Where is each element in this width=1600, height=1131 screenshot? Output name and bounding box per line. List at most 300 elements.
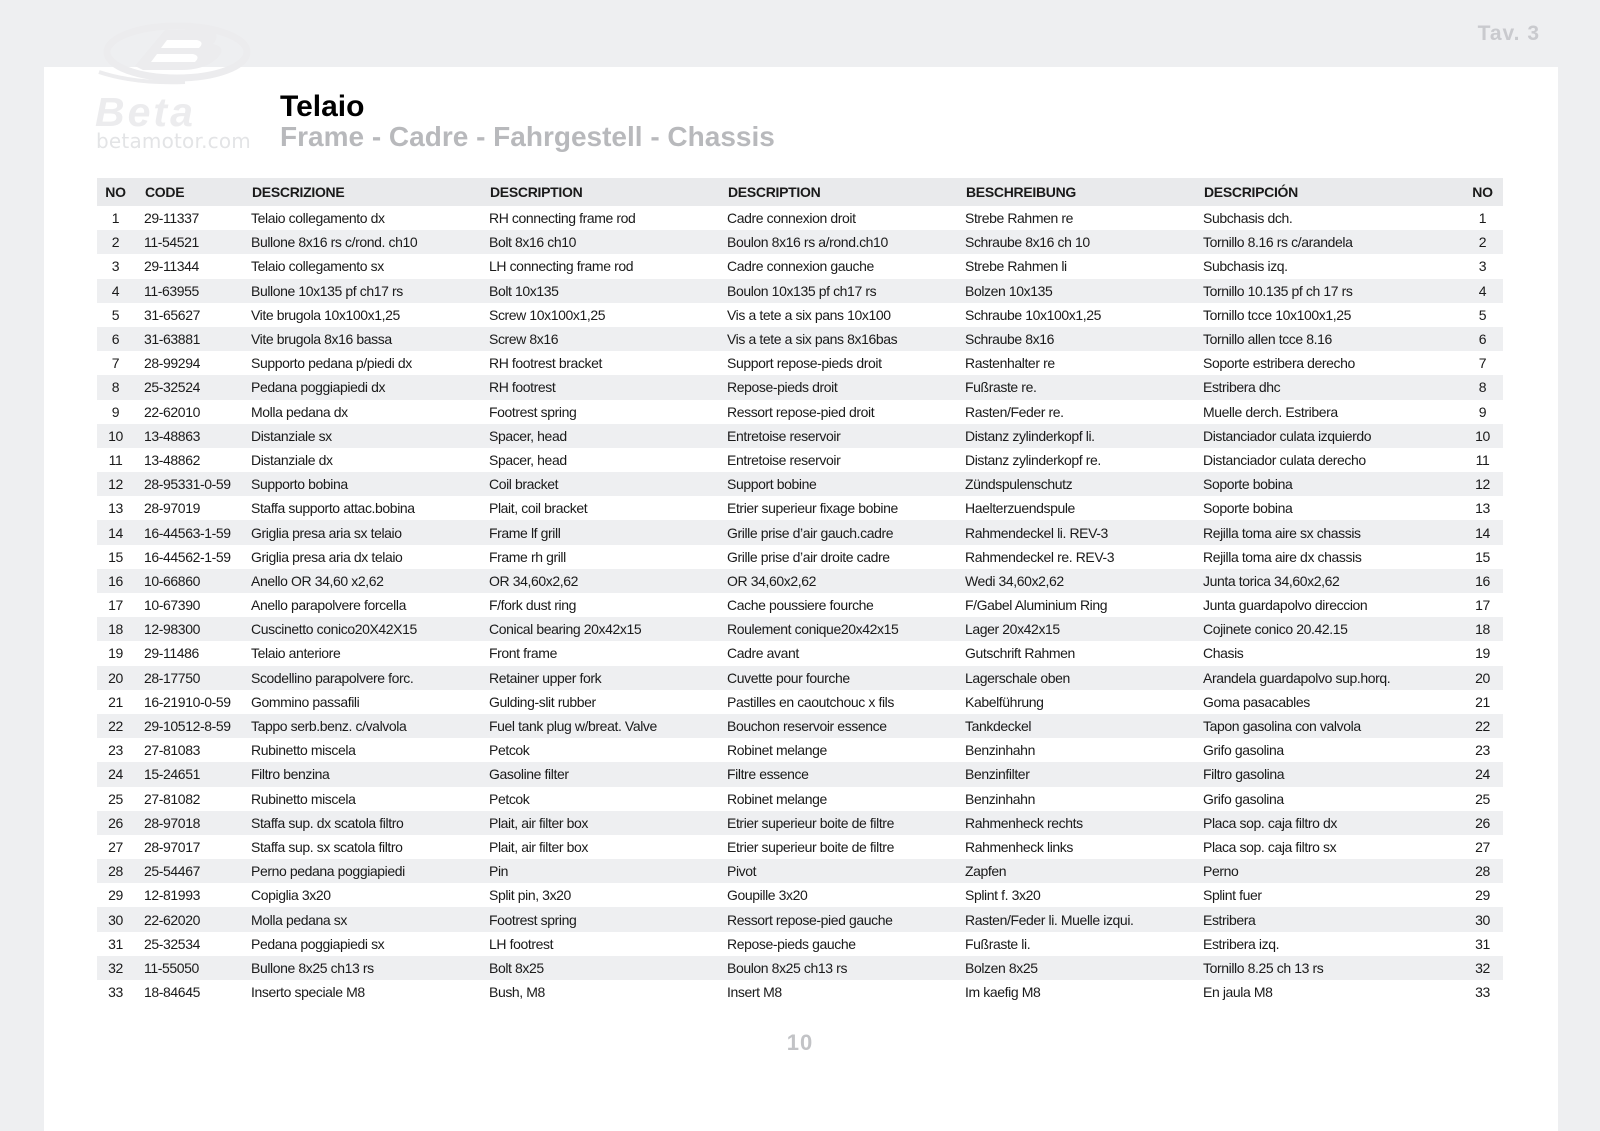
cell-descripcion: Placa sop. caja filtro sx xyxy=(1203,838,1337,855)
table-row xyxy=(97,666,1503,690)
cell-code: 28-99294 xyxy=(144,355,200,372)
cell-no-right: 13 xyxy=(1475,500,1490,517)
cell-code: 22-62020 xyxy=(134,907,242,931)
cell-description-fr: Ressort repose-pied gauche xyxy=(718,907,956,931)
cell-no: 22 xyxy=(97,714,134,738)
cell-code: 25-32534 xyxy=(144,935,200,952)
page-number: 10 xyxy=(786,1030,814,1055)
cell-descripcion: Chasis xyxy=(1203,645,1244,662)
cell-descrizione: Telaio collegamento dx xyxy=(251,210,385,227)
cell-descrizione: Staffa supporto attac.bobina xyxy=(251,500,415,517)
cell-descrizione: Vite brugola 8x16 bassa xyxy=(242,327,480,351)
table-row xyxy=(97,980,1503,1004)
cell-descripcion: En jaula M8 xyxy=(1203,984,1273,1001)
cell-code: 29-11486 xyxy=(144,645,199,662)
cell-description-en: Petcok xyxy=(489,742,530,759)
table-row xyxy=(97,956,1503,980)
cell-description-en: Frame rh grill xyxy=(489,548,566,565)
cell-description-fr: Vis a tete a six pans 10x100 xyxy=(727,306,891,323)
cell-no-right: 20 xyxy=(1432,666,1503,690)
cell-descrizione: Pedana poggiapiedi sx xyxy=(251,935,385,952)
cell-code: 29-10512-8-59 xyxy=(134,714,242,738)
cell-descripcion: Grifo gasolina xyxy=(1203,742,1284,759)
cell-descripcion: Tornillo 8.25 ch 13 rs xyxy=(1194,956,1432,980)
cell-no-right: 23 xyxy=(1475,742,1490,759)
cell-descrizione: Rubinetto miscela xyxy=(251,742,356,759)
cell-code: 16-44563-1-59 xyxy=(134,520,242,544)
cell-no-right: 24 xyxy=(1432,762,1503,786)
table-row xyxy=(97,835,1503,859)
cell-beschreibung: Wedi 34,60x2,62 xyxy=(956,569,1194,593)
cell-no: 3 xyxy=(111,258,120,275)
cell-no-right: 15 xyxy=(1475,548,1490,565)
cell-description-fr: Entretoise reservoir xyxy=(727,451,841,468)
cell-descrizione: Distanziale sx xyxy=(242,424,480,448)
cell-no: 5 xyxy=(111,306,120,323)
table-row xyxy=(97,811,1503,835)
brand-url: betamotor.com xyxy=(96,129,251,153)
cell-description-en: Bush, M8 xyxy=(489,984,545,1001)
cell-beschreibung: Fußraste re. xyxy=(956,375,1194,399)
cell-no: 28 xyxy=(97,859,134,883)
cell-descrizione: Bullone 8x25 ch13 rs xyxy=(242,956,480,980)
cell-code: 16-21910-0-59 xyxy=(144,693,231,710)
cell-descrizione: Griglia presa aria dx telaio xyxy=(251,548,403,565)
cell-description-en: RH footrest xyxy=(480,375,718,399)
cell-description-fr: Pastilles en caoutchouc x fils xyxy=(727,693,894,710)
cell-descripcion: Estribera xyxy=(1194,907,1432,931)
table-row xyxy=(97,472,1503,496)
cell-no: 6 xyxy=(97,327,134,351)
cell-description-fr: Bouchon reservoir essence xyxy=(718,714,956,738)
cell-descrizione: Griglia presa aria sx telaio xyxy=(242,520,480,544)
cell-no: 25 xyxy=(108,790,123,807)
cell-description-fr: Grille prise d’air gauch.cadre xyxy=(718,520,956,544)
table-row xyxy=(97,569,1503,593)
cell-no: 18 xyxy=(97,617,134,641)
cell-descripcion: Arandela guardapolvo sup.horq. xyxy=(1194,666,1432,690)
cell-no-right: 30 xyxy=(1432,907,1503,931)
cell-description-en: Footrest spring xyxy=(489,403,577,420)
column-header-no-right: NO xyxy=(1432,178,1503,206)
cell-description-fr: Robinet melange xyxy=(727,742,827,759)
cell-descripcion: Tornillo 10.135 pf ch 17 rs xyxy=(1194,279,1432,303)
cell-description-en: Screw 8x16 xyxy=(480,327,718,351)
cell-description-en: Petcok xyxy=(489,790,530,807)
cell-descrizione: Supporto bobina xyxy=(242,472,480,496)
cell-beschreibung: Gutschrift Rahmen xyxy=(965,645,1075,662)
cell-no: 30 xyxy=(97,907,134,931)
cell-code: 29-11344 xyxy=(144,258,199,275)
cell-code: 29-11337 xyxy=(144,210,199,227)
cell-description-fr: Etrier superieur fixage bobine xyxy=(727,500,898,517)
cell-no: 27 xyxy=(108,838,123,855)
cell-no-right: 6 xyxy=(1432,327,1503,351)
cell-no: 2 xyxy=(97,230,134,254)
cell-no: 12 xyxy=(97,472,134,496)
cell-beschreibung: Rasten/Feder re. xyxy=(965,403,1064,420)
cell-beschreibung: Distanz zylinderkopf re. xyxy=(965,451,1101,468)
cell-no-right: 31 xyxy=(1475,935,1490,952)
cell-no: 4 xyxy=(97,279,134,303)
cell-code: 28-17750 xyxy=(134,666,242,690)
cell-beschreibung: Lager 20x42x15 xyxy=(956,617,1194,641)
cell-description-en: Retainer upper fork xyxy=(480,666,718,690)
cell-no-right: 11 xyxy=(1475,451,1490,468)
cell-code: 27-81082 xyxy=(144,790,200,807)
table-row xyxy=(97,303,1503,327)
cell-descripcion: Splint fuer xyxy=(1203,887,1262,904)
cell-description-en: Footrest spring xyxy=(480,907,718,931)
cell-no: 13 xyxy=(108,500,123,517)
cell-descripcion: Soporte bobina xyxy=(1194,472,1432,496)
cell-code: 12-98300 xyxy=(134,617,242,641)
cell-no: 7 xyxy=(111,355,120,372)
cell-description-fr: Cache poussiere fourche xyxy=(727,597,874,614)
cell-descrizione: Perno pedana poggiapiedi xyxy=(242,859,480,883)
cell-description-fr: Boulon 8x25 ch13 rs xyxy=(718,956,956,980)
column-header-code: CODE xyxy=(134,178,242,206)
cell-beschreibung: Strebe Rahmen re xyxy=(965,210,1073,227)
table-row xyxy=(97,424,1503,448)
cell-beschreibung: Rahmenheck rechts xyxy=(956,811,1194,835)
cell-descripcion: Rejilla toma aire dx chassis xyxy=(1203,548,1362,565)
table-row xyxy=(97,254,1503,278)
cell-descrizione: Copiglia 3x20 xyxy=(251,887,331,904)
cell-descripcion: Distanciador culata izquierdo xyxy=(1194,424,1432,448)
cell-no-right: 29 xyxy=(1475,887,1490,904)
table-row xyxy=(97,206,1503,230)
table-row xyxy=(97,327,1503,351)
cell-beschreibung: Rasten/Feder li. Muelle izqui. xyxy=(956,907,1194,931)
cell-descrizione: Staffa sup. sx scatola filtro xyxy=(251,838,403,855)
cell-beschreibung: Haelterzuendspule xyxy=(965,500,1075,517)
column-header-descrizione: DESCRIZIONE xyxy=(242,178,480,206)
cell-description-en: Bolt 8x16 ch10 xyxy=(480,230,718,254)
cell-descrizione: Molla pedana sx xyxy=(242,907,480,931)
table-row xyxy=(97,787,1503,811)
cell-no: 19 xyxy=(108,645,123,662)
table-reference: Tav. 3 xyxy=(1477,22,1540,45)
table-row xyxy=(97,593,1503,617)
cell-code: 10-66860 xyxy=(134,569,242,593)
cell-descripcion: Grifo gasolina xyxy=(1203,790,1284,807)
cell-no-right: 3 xyxy=(1478,258,1487,275)
cell-descripcion: Tornillo 8.16 rs c/arandela xyxy=(1194,230,1432,254)
cell-beschreibung: Benzinfilter xyxy=(956,762,1194,786)
cell-no-right: 18 xyxy=(1432,617,1503,641)
table-row xyxy=(97,351,1503,375)
cell-no-right: 14 xyxy=(1432,520,1503,544)
cell-code: 28-97019 xyxy=(144,500,200,517)
cell-description-en: Bolt 10x135 xyxy=(480,279,718,303)
cell-descrizione: Staffa sup. dx scatola filtro xyxy=(242,811,480,835)
cell-description-fr: Insert M8 xyxy=(727,984,782,1001)
cell-code: 12-81993 xyxy=(144,887,200,904)
cell-beschreibung: Schraube 10x100x1,25 xyxy=(965,306,1101,323)
cell-beschreibung: Rahmendeckel li. REV-3 xyxy=(956,520,1194,544)
cell-descrizione: Molla pedana dx xyxy=(251,403,348,420)
cell-description-fr: Filtre essence xyxy=(718,762,956,786)
cell-descripcion: Junta guardapolvo direccion xyxy=(1203,597,1368,614)
table-row xyxy=(97,496,1503,520)
table-row xyxy=(97,690,1503,714)
table-row xyxy=(97,641,1503,665)
cell-beschreibung: Distanz zylinderkopf li. xyxy=(956,424,1194,448)
cell-code: 15-24651 xyxy=(134,762,242,786)
cell-description-en: Conical bearing 20x42x15 xyxy=(480,617,718,641)
cell-description-fr: Boulon 10x135 pf ch17 rs xyxy=(718,279,956,303)
cell-no: 11 xyxy=(108,451,123,468)
cell-descripcion: Tornillo allen tcce 8.16 xyxy=(1194,327,1432,351)
cell-no: 17 xyxy=(108,597,123,614)
column-header-descripcion: DESCRIPCIÓN xyxy=(1194,178,1432,206)
cell-code: 28-97017 xyxy=(144,838,200,855)
cell-descripcion: Estribera izq. xyxy=(1203,935,1280,952)
cell-no-right: 8 xyxy=(1432,375,1503,399)
cell-no: 26 xyxy=(97,811,134,835)
table-row xyxy=(97,230,1503,254)
cell-description-fr: Ressort repose-pied droit xyxy=(727,403,875,420)
cell-no-right: 28 xyxy=(1432,859,1503,883)
cell-code: 11-63955 xyxy=(134,279,242,303)
cell-code: 25-32524 xyxy=(134,375,242,399)
cell-code: 16-44562-1-59 xyxy=(144,548,231,565)
brand-word: Beta xyxy=(95,89,196,135)
cell-no: 32 xyxy=(97,956,134,980)
cell-descripcion: Cojinete conico 20.42.15 xyxy=(1194,617,1432,641)
table-row xyxy=(97,859,1503,883)
cell-beschreibung: Tankdeckel xyxy=(956,714,1194,738)
cell-description-en: Plait, air filter box xyxy=(480,811,718,835)
page-subtitle: Frame - Cadre - Fahrgestell - Chassis xyxy=(280,121,775,152)
cell-code: 13-48863 xyxy=(134,424,242,448)
cell-no: 15 xyxy=(108,548,123,565)
cell-no: 1 xyxy=(111,210,120,227)
cell-descrizione: Supporto pedana p/piedi dx xyxy=(251,355,412,372)
cell-description-en: Plait, air filter box xyxy=(489,838,588,855)
cell-descrizione: Bullone 10x135 pf ch17 rs xyxy=(242,279,480,303)
cell-descrizione: Gommino passafili xyxy=(251,693,360,710)
cell-no: 33 xyxy=(108,984,123,1001)
table-row xyxy=(97,545,1503,569)
cell-no: 8 xyxy=(97,375,134,399)
cell-no-right: 32 xyxy=(1432,956,1503,980)
cell-descrizione: Filtro benzina xyxy=(242,762,480,786)
cell-description-fr: OR 34,60x2,62 xyxy=(718,569,956,593)
cell-descrizione: Cuscinetto conico20X42X15 xyxy=(242,617,480,641)
cell-description-fr: Boulon 8x16 rs a/rond.ch10 xyxy=(718,230,956,254)
cell-no: 29 xyxy=(108,887,123,904)
cell-beschreibung: Rahmendeckel re. REV-3 xyxy=(965,548,1115,565)
cell-description-fr: Grille prise d’air droite cadre xyxy=(727,548,890,565)
cell-code: 10-67390 xyxy=(144,597,200,614)
cell-beschreibung: Benzinhahn xyxy=(965,742,1035,759)
cell-descripcion: Subchasis izq. xyxy=(1203,258,1288,275)
cell-no: 21 xyxy=(108,693,123,710)
cell-description-en: Spacer, head xyxy=(480,424,718,448)
cell-description-en: OR 34,60x2,62 xyxy=(480,569,718,593)
cell-description-fr: Etrier superieur boite de filtre xyxy=(718,811,956,835)
cell-no-right: 22 xyxy=(1432,714,1503,738)
table-row xyxy=(97,375,1503,399)
cell-no-right: 16 xyxy=(1432,569,1503,593)
cell-no-right: 9 xyxy=(1478,403,1487,420)
cell-description-fr: Vis a tete a six pans 8x16bas xyxy=(718,327,956,351)
cell-code: 13-48862 xyxy=(144,451,200,468)
cell-no-right: 19 xyxy=(1475,645,1490,662)
cell-descrizione: Vite brugola 10x100x1,25 xyxy=(251,306,400,323)
column-header-no: NO xyxy=(97,178,134,206)
cell-descripcion: Subchasis dch. xyxy=(1203,210,1293,227)
cell-description-fr: Repose-pieds gauche xyxy=(727,935,856,952)
cell-beschreibung: Schraube 8x16 ch 10 xyxy=(956,230,1194,254)
cell-code: 18-84645 xyxy=(144,984,200,1001)
cell-no-right: 1 xyxy=(1478,210,1487,227)
cell-code: 25-54467 xyxy=(134,859,242,883)
cell-descrizione: Distanziale dx xyxy=(251,451,333,468)
cell-descripcion: Rejilla toma aire sx chassis xyxy=(1194,520,1432,544)
cell-description-fr: Entretoise reservoir xyxy=(718,424,956,448)
cell-beschreibung: Splint f. 3x20 xyxy=(965,887,1041,904)
cell-description-fr: Robinet melange xyxy=(727,790,827,807)
cell-descrizione: Scodellino parapolvere forc. xyxy=(242,666,480,690)
cell-descripcion: Muelle derch. Estribera xyxy=(1203,403,1338,420)
cell-description-fr: Repose-pieds droit xyxy=(718,375,956,399)
cell-descripcion: Perno xyxy=(1194,859,1432,883)
table-row xyxy=(97,279,1503,303)
column-header-description-fr: DESCRIPTION xyxy=(718,178,956,206)
cell-code: 28-95331-0-59 xyxy=(134,472,242,496)
cell-no-right: 5 xyxy=(1478,306,1487,323)
cell-descripcion: Goma pasacables xyxy=(1203,693,1310,710)
cell-descrizione: Telaio anteriore xyxy=(251,645,341,662)
cell-no-right: 12 xyxy=(1432,472,1503,496)
table-row xyxy=(97,762,1503,786)
cell-no: 16 xyxy=(97,569,134,593)
cell-no-right: 33 xyxy=(1475,984,1490,1001)
column-header-beschreibung: BESCHREIBUNG xyxy=(956,178,1194,206)
cell-description-fr: Roulement conique20x42x15 xyxy=(718,617,956,641)
cell-no: 31 xyxy=(108,935,123,952)
cell-descrizione: Pedana poggiapiedi dx xyxy=(242,375,480,399)
cell-descrizione: Bullone 8x16 rs c/rond. ch10 xyxy=(242,230,480,254)
cell-description-en: Split pin, 3x20 xyxy=(489,887,571,904)
table-row xyxy=(97,932,1503,956)
cell-no: 20 xyxy=(97,666,134,690)
cell-description-fr: Cadre avant xyxy=(727,645,799,662)
table-row xyxy=(97,617,1503,641)
cell-descrizione: Tappo serb.benz. c/valvola xyxy=(242,714,480,738)
table-row xyxy=(97,907,1503,931)
cell-description-en: F/fork dust ring xyxy=(489,597,576,614)
cell-description-en: Frame lf grill xyxy=(480,520,718,544)
page-title: Telaio xyxy=(280,90,365,123)
cell-description-fr: Support bobine xyxy=(718,472,956,496)
cell-description-fr: Etrier superieur boite de filtre xyxy=(727,838,894,855)
table-row xyxy=(97,738,1503,762)
cell-no-right: 7 xyxy=(1478,355,1487,372)
cell-description-en: LH footrest xyxy=(489,935,554,952)
table-row xyxy=(97,883,1503,907)
cell-description-fr: Goupille 3x20 xyxy=(727,887,808,904)
cell-description-en: Gulding-slit rubber xyxy=(489,693,596,710)
cell-no-right: 26 xyxy=(1432,811,1503,835)
cell-code: 22-62010 xyxy=(144,403,200,420)
cell-beschreibung: Strebe Rahmen li xyxy=(965,258,1067,275)
cell-beschreibung: Schraube 8x16 xyxy=(956,327,1194,351)
cell-description-en: Coil bracket xyxy=(480,472,718,496)
cell-beschreibung: Lagerschale oben xyxy=(956,666,1194,690)
table-header-row xyxy=(97,178,1503,206)
table-row xyxy=(97,448,1503,472)
cell-description-fr: Cadre connexion gauche xyxy=(727,258,874,275)
cell-description-en: Bolt 8x25 xyxy=(480,956,718,980)
cell-beschreibung: Im kaefig M8 xyxy=(965,984,1041,1001)
cell-description-en: Pin xyxy=(480,859,718,883)
cell-no-right: 17 xyxy=(1475,597,1490,614)
cell-description-en: Plait, coil bracket xyxy=(489,500,588,517)
cell-descrizione: Inserto speciale M8 xyxy=(251,984,365,1001)
cell-description-fr: Support repose-pieds droit xyxy=(727,355,882,372)
cell-code: 11-54521 xyxy=(134,230,242,254)
cell-description-en: Fuel tank plug w/breat. Valve xyxy=(480,714,718,738)
cell-beschreibung: Bolzen 8x25 xyxy=(956,956,1194,980)
cell-beschreibung: Rastenhalter re xyxy=(965,355,1055,372)
cell-code: 11-55050 xyxy=(134,956,242,980)
cell-descrizione: Telaio collegamento sx xyxy=(251,258,384,275)
cell-code: 28-97018 xyxy=(134,811,242,835)
cell-descripcion: Junta torica 34,60x2,62 xyxy=(1194,569,1432,593)
cell-description-fr: Pivot xyxy=(718,859,956,883)
cell-beschreibung: Zapfen xyxy=(956,859,1194,883)
cell-no: 23 xyxy=(108,742,123,759)
cell-description-fr: Cuvette pour fourche xyxy=(718,666,956,690)
table-row xyxy=(97,520,1503,544)
cell-no-right: 21 xyxy=(1475,693,1490,710)
cell-descripcion: Tapon gasolina con valvola xyxy=(1194,714,1432,738)
cell-beschreibung: Kabelführung xyxy=(965,693,1044,710)
cell-description-en: RH connecting frame rod xyxy=(489,210,636,227)
cell-descripcion: Distanciador culata derecho xyxy=(1203,451,1366,468)
table-row xyxy=(97,714,1503,738)
cell-description-en: RH footrest bracket xyxy=(489,355,602,372)
cell-no-right: 10 xyxy=(1432,424,1503,448)
parts-table xyxy=(97,178,1503,1004)
cell-no: 9 xyxy=(111,403,120,420)
cell-beschreibung: Bolzen 10x135 xyxy=(956,279,1194,303)
cell-code: 31-65627 xyxy=(144,306,200,323)
cell-descrizione: Anello OR 34,60 x2,62 xyxy=(242,569,480,593)
cell-description-en: Gasoline filter xyxy=(480,762,718,786)
cell-descrizione: Rubinetto miscela xyxy=(251,790,356,807)
cell-description-en: Front frame xyxy=(489,645,557,662)
cell-description-en: LH connecting frame rod xyxy=(489,258,634,275)
cell-descrizione: Anello parapolvere forcella xyxy=(251,597,406,614)
cell-no: 14 xyxy=(97,520,134,544)
cell-code: 31-63881 xyxy=(134,327,242,351)
cell-no-right: 27 xyxy=(1475,838,1490,855)
cell-beschreibung: Zündspulenschutz xyxy=(956,472,1194,496)
cell-description-fr: Cadre connexion droit xyxy=(727,210,856,227)
cell-descripcion: Tornillo tcce 10x100x1,25 xyxy=(1203,306,1351,323)
cell-no-right: 2 xyxy=(1432,230,1503,254)
cell-description-en: Screw 10x100x1,25 xyxy=(489,306,606,323)
cell-no: 10 xyxy=(97,424,134,448)
cell-beschreibung: Fußraste li. xyxy=(965,935,1031,952)
cell-no-right: 4 xyxy=(1432,279,1503,303)
cell-descripcion: Filtro gasolina xyxy=(1194,762,1432,786)
